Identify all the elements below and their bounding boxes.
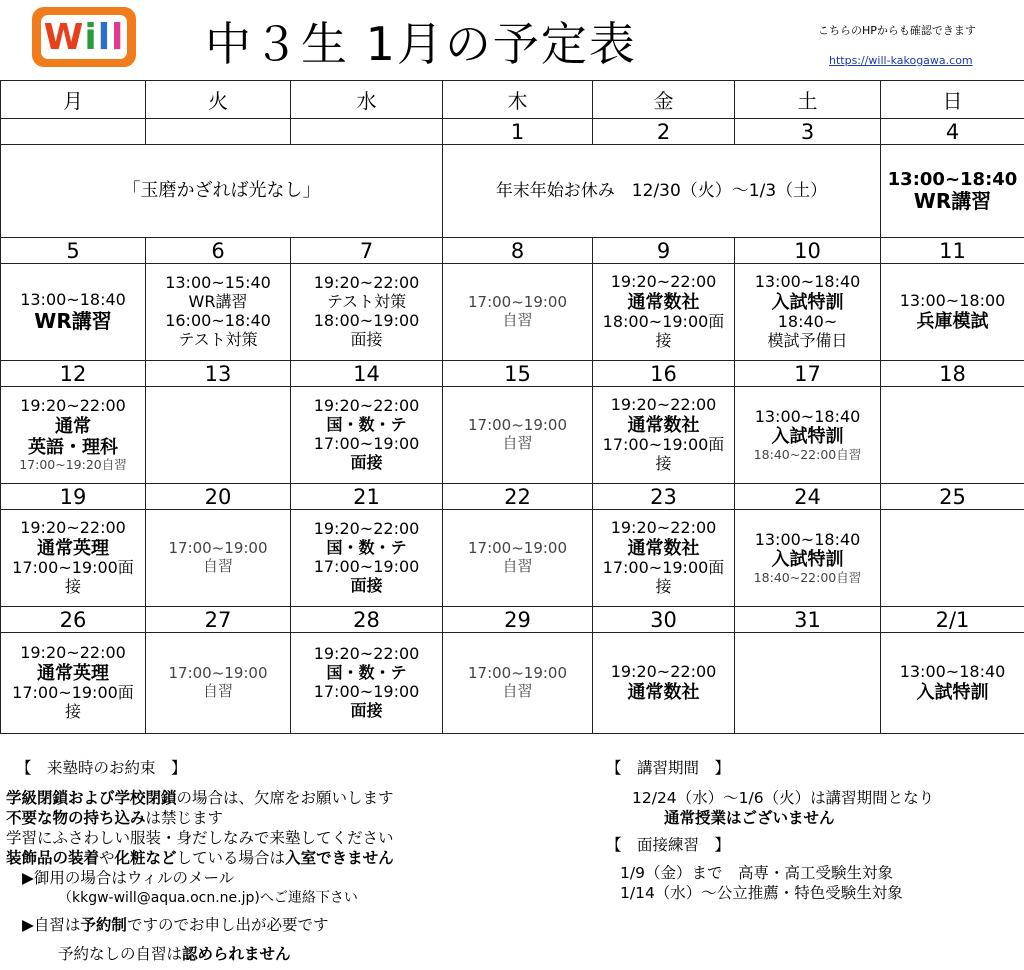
event-title: 通常 <box>55 415 91 437</box>
date-cell: 14 <box>291 361 443 387</box>
event-title: 面接 <box>350 575 383 595</box>
promise-notes <box>6 757 606 966</box>
day-15-cell <box>443 387 593 484</box>
date-cell <box>146 119 291 145</box>
date-cell: 18 <box>881 361 1024 387</box>
event-title: 接 <box>655 454 672 474</box>
content-row-2 <box>1 387 1024 484</box>
day-14-cell <box>291 387 443 484</box>
day-16-cell <box>593 387 735 484</box>
date-cell: 15 <box>443 361 593 387</box>
content-row-1 <box>1 264 1024 361</box>
event-time: 18:00~19:00面 <box>602 312 725 332</box>
date-cell: 1 <box>443 119 593 145</box>
event-title: 通常数社 <box>627 681 700 703</box>
event-time: 17:00~19:00面 <box>602 435 725 455</box>
day-27-cell <box>146 633 291 734</box>
date-cell: 2/1 <box>881 607 1024 633</box>
date-cell: 9 <box>593 238 735 264</box>
date-cell: 2 <box>593 119 735 145</box>
event-time: 19:20~22:00 <box>610 518 717 538</box>
date-cell: 30 <box>593 607 735 633</box>
event-time: 13:00~18:00 <box>899 290 1006 310</box>
day-25-cell <box>881 510 1024 607</box>
text: している場合は <box>176 849 286 867</box>
emphasis: 化粧など <box>114 849 177 867</box>
emphasis: 装飾品の装着 <box>6 849 100 867</box>
text: の場合は、欠席をお願いします <box>176 789 394 807</box>
date-cell: 6 <box>146 238 291 264</box>
date-cell: 26 <box>1 607 146 633</box>
event-time: 19:20~22:00 <box>313 273 420 293</box>
event-time: 17:00~19:00 <box>313 682 420 701</box>
promise-line-7 <box>22 914 606 937</box>
event-title: 接 <box>64 577 81 597</box>
day-feb1-cell <box>881 633 1024 734</box>
event-time: 17:00~19:00面 <box>602 558 725 578</box>
date-cell: 3 <box>735 119 881 145</box>
event-title: 通常英理 <box>37 537 109 559</box>
event-time: 19:20~22:00 <box>20 518 126 538</box>
date-cell: 10 <box>735 238 881 264</box>
emphasis: 通常授業 <box>664 809 727 827</box>
emphasis: 学級閉鎖および学校閉鎖 <box>6 789 177 807</box>
event-title: 自習 <box>202 557 233 575</box>
logo-inner <box>41 15 127 59</box>
text: 予約なしの自習は <box>58 945 183 963</box>
event-time: 17:00~19:00 <box>313 434 420 453</box>
day-13-cell <box>146 387 291 484</box>
event-self-study: 17:00~19:20自習 <box>19 457 127 473</box>
date-cell: 21 <box>291 484 443 510</box>
text: は禁じます <box>145 809 224 827</box>
event-subjects: 英語・理科 <box>28 437 118 459</box>
holiday-note: 年末年始お休み 12/30（火）～1/3（土） <box>495 180 828 201</box>
text: ▶自習は <box>22 916 81 934</box>
event-time: 18:00~19:00 <box>313 311 420 330</box>
weekday-fri: 金 <box>593 81 735 119</box>
date-cell: 29 <box>443 607 593 633</box>
event-title: 入試特訓 <box>771 291 844 313</box>
event-title: 模試予備日 <box>767 331 848 351</box>
event-title: 通常数社 <box>627 414 700 436</box>
day-20-cell <box>146 510 291 607</box>
course-notes <box>606 757 1024 903</box>
event-time: 13:00~18:40 <box>899 661 1006 681</box>
event-title: 自習 <box>502 557 533 575</box>
page-title: 中３生 1月の予定表 <box>205 17 637 71</box>
day-6-cell <box>146 264 291 361</box>
course-line-1: 12/24（水）～1/6（火）は講習期間となり <box>632 789 935 807</box>
event-self-study: 18:40~22:00自習 <box>753 446 862 462</box>
date-cell: 13 <box>146 361 291 387</box>
event-time: 18:40~ <box>777 312 838 332</box>
date-cell: 11 <box>881 238 1024 264</box>
event-time: 19:20~22:00 <box>20 643 126 663</box>
promise-line-2 <box>6 808 606 828</box>
day-8-cell <box>443 264 593 361</box>
day-23-cell <box>593 510 735 607</box>
event-title: 自習 <box>502 434 533 452</box>
motto: 「玉磨かざれば光なし」 <box>122 180 321 202</box>
course-line-2 <box>664 808 1024 828</box>
event-title: 入試特訓 <box>916 681 989 703</box>
event-title: 自習 <box>502 311 533 329</box>
event-time: 19:20~22:00 <box>610 395 717 415</box>
event-time: 13:00~15:40 <box>165 273 271 293</box>
event-title: 通常数社 <box>627 537 700 559</box>
day-10-cell <box>735 264 881 361</box>
event-title: 面接 <box>350 329 383 349</box>
event-title: テスト対策 <box>178 329 258 349</box>
hp-link[interactable]: https://will-kakogawa.com <box>829 54 973 67</box>
date-row-1 <box>1 238 1024 264</box>
promise-line-4 <box>6 848 606 868</box>
date-cell: 16 <box>593 361 735 387</box>
weekday-sun: 日 <box>881 81 1024 119</box>
day-22-cell <box>443 510 593 607</box>
event-time: 17:00~19:00面 <box>12 558 134 578</box>
event-title: 入試特訓 <box>771 426 844 448</box>
day-21-cell <box>291 510 443 607</box>
event-time: 17:00~19:00 <box>467 416 568 435</box>
day-28-cell <box>291 633 443 734</box>
event-title: WR講習 <box>188 292 248 312</box>
day-18-cell <box>881 387 1024 484</box>
calendar-table <box>0 80 1024 734</box>
date-cell: 7 <box>291 238 443 264</box>
event-time: 19:20~22:00 <box>610 272 717 292</box>
event-title: 自習 <box>202 682 233 700</box>
event-title: WR講習 <box>34 308 112 333</box>
event-title: 面接 <box>350 452 383 472</box>
event-time: 13:00~18:40 <box>754 529 861 549</box>
event-title: 通常数社 <box>627 291 700 313</box>
date-row-4 <box>1 607 1024 633</box>
interview-title: 【 面接練習 】 <box>606 836 731 854</box>
weekday-mon: 月 <box>1 81 146 119</box>
date-cell: 8 <box>443 238 593 264</box>
date-cell: 24 <box>735 484 881 510</box>
holiday-cell <box>443 145 881 238</box>
event-time: 13:00~18:40 <box>754 406 861 426</box>
day-30-cell <box>593 633 735 734</box>
date-cell: 31 <box>735 607 881 633</box>
event-time: 17:00~19:00 <box>467 664 568 683</box>
event-time: 17:00~19:00面 <box>12 683 134 703</box>
logo-letter-i: i <box>84 16 98 58</box>
date-cell: 28 <box>291 607 443 633</box>
day-9-cell <box>593 264 735 361</box>
weekday-sat: 土 <box>735 81 881 119</box>
day-11-cell <box>881 264 1024 361</box>
event-title: 国・数・テ <box>326 415 407 435</box>
weekday-row <box>1 81 1024 119</box>
event-time: 13:00~18:40 <box>887 168 1018 190</box>
promise-line-8 <box>58 943 606 966</box>
weekday-tue: 火 <box>146 81 291 119</box>
event-time: 17:00~19:00 <box>168 664 268 683</box>
date-cell: 17 <box>735 361 881 387</box>
event-title: テスト対策 <box>326 292 407 312</box>
interview-line-2: 1/14（水）～公立推薦・特色受験生対象 <box>620 884 903 902</box>
date-row-2 <box>1 361 1024 387</box>
event-time: 19:20~22:00 <box>313 519 420 539</box>
content-row-3 <box>1 510 1024 607</box>
emphasis: 認められません <box>182 945 291 963</box>
event-self-study: 18:40~22:00自習 <box>753 569 862 585</box>
day-12-cell <box>1 387 146 484</box>
emphasis: はございません <box>726 809 835 827</box>
text: や <box>99 849 115 867</box>
day-17-cell <box>735 387 881 484</box>
event-title: 国・数・テ <box>326 538 407 558</box>
date-cell: 19 <box>1 484 146 510</box>
day-4-cell <box>881 145 1024 238</box>
logo-letter-l1: l <box>97 16 112 58</box>
event-time: 19:20~22:00 <box>313 644 420 664</box>
event-title: 国・数・テ <box>326 663 407 683</box>
weekday-wed: 水 <box>291 81 443 119</box>
date-cell: 27 <box>146 607 291 633</box>
event-time: 19:20~22:00 <box>20 395 126 415</box>
event-title: WR講習 <box>913 188 992 213</box>
logo-text <box>44 17 125 58</box>
day-19-cell <box>1 510 146 607</box>
course-title: 【 講習期間 】 <box>606 759 731 777</box>
event-title: 接 <box>655 331 672 351</box>
date-row-3 <box>1 484 1024 510</box>
date-cell: 4 <box>881 119 1024 145</box>
event-title: 自習 <box>502 682 533 700</box>
date-cell: 5 <box>1 238 146 264</box>
emphasis: 予約制 <box>80 916 127 934</box>
event-title: 面接 <box>350 700 383 720</box>
date-cell: 25 <box>881 484 1024 510</box>
date-cell <box>291 119 443 145</box>
event-title: 入試特訓 <box>771 549 844 571</box>
event-time: 17:00~19:00 <box>467 539 568 558</box>
event-time: 17:00~19:00 <box>168 539 268 558</box>
date-cell: 20 <box>146 484 291 510</box>
promise-line-3: 学習にふさわしい服装・身だしなみで来塾してください <box>6 829 394 847</box>
day-31-cell <box>735 633 881 734</box>
date-row-0 <box>1 119 1024 145</box>
date-cell <box>1 119 146 145</box>
event-time: 17:00~19:00 <box>313 557 420 576</box>
motto-cell <box>1 145 443 238</box>
promise-title: 【 来塾時のお約束 】 <box>16 759 187 777</box>
date-cell: 12 <box>1 361 146 387</box>
hp-note: こちらのHPからも確認できます <box>818 24 976 37</box>
day-7-cell <box>291 264 443 361</box>
day-24-cell <box>735 510 881 607</box>
day-29-cell <box>443 633 593 734</box>
event-time: 19:20~22:00 <box>313 396 420 416</box>
will-logo <box>32 7 136 67</box>
emphasis: 不要な物の持ち込み <box>6 809 146 827</box>
event-title: 接 <box>655 577 672 597</box>
text: ですのでお申し出が必要です <box>126 916 329 934</box>
content-row-4 <box>1 633 1024 734</box>
contact-email: （kkgw-will@aqua.ocn.ne.jp)へご連絡下さい <box>58 890 358 906</box>
emphasis: 入室できません <box>285 849 394 867</box>
event-time: 19:20~22:00 <box>610 661 717 681</box>
event-title: 兵庫模試 <box>916 310 989 332</box>
date-cell: 23 <box>593 484 735 510</box>
content-row-0 <box>1 145 1024 238</box>
event-time: 13:00~18:40 <box>20 289 126 309</box>
event-title: 通常英理 <box>37 662 109 684</box>
event-time: 17:00~19:00 <box>467 293 568 312</box>
day-26-cell <box>1 633 146 734</box>
logo-letter-w: W <box>43 16 85 58</box>
event-title: 接 <box>64 702 81 722</box>
promise-line-1 <box>6 788 606 808</box>
weekday-thu: 木 <box>443 81 593 119</box>
day-5-cell <box>1 264 146 361</box>
event-time: 13:00~18:40 <box>754 272 861 292</box>
interview-line-1: 1/9（金）まで 高専・高工受験生対象 <box>620 864 893 882</box>
date-cell: 22 <box>443 484 593 510</box>
logo-letter-l2: l <box>111 16 125 58</box>
promise-line-5: ▶御用の場合はウィルのメール <box>22 869 235 887</box>
event-time: 16:00~18:40 <box>165 311 271 330</box>
